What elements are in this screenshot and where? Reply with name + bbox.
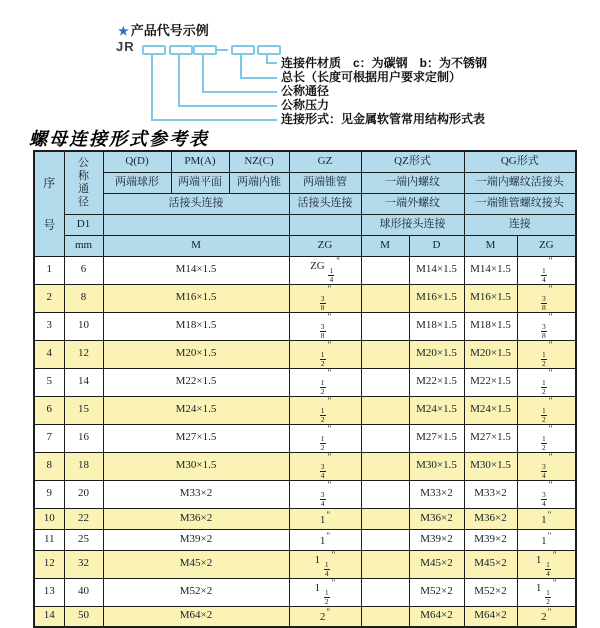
cell-qz-m — [361, 452, 409, 480]
cell-qz-d: M30×1.5 — [409, 452, 464, 480]
cell-qz-m — [361, 480, 409, 508]
col-pm: PM(A) — [171, 151, 229, 172]
cell-seq: 10 — [34, 508, 64, 529]
cell-qg-zg: 2" — [517, 606, 576, 627]
cell-seq: 3 — [34, 312, 64, 340]
fraction: $\frac{3}{8}$ — [320, 321, 325, 340]
leader-line — [178, 105, 277, 107]
col-nz: NZ(C) — [229, 151, 289, 172]
union-conn: 活接头连接 — [103, 193, 289, 214]
table-row — [34, 508, 576, 529]
cell-qz-d: M39×2 — [409, 529, 464, 550]
cell-dn: 25 — [64, 529, 103, 550]
table-row — [34, 606, 576, 627]
cell-seq: 2 — [34, 284, 64, 312]
cell-qz-m — [361, 256, 409, 284]
cell-gz-zg: $\frac{3}{4}$ " — [289, 480, 361, 508]
cell-m: M33×2 — [103, 480, 289, 508]
qz-d-label: D — [409, 235, 464, 256]
header-row-2 — [34, 172, 576, 193]
fraction: $\frac{1}{2}$ — [320, 405, 325, 424]
table-row — [34, 424, 576, 452]
table-row — [34, 396, 576, 424]
cell-gz-zg: ZG $\frac{1}{4}$ " — [289, 256, 361, 284]
zg-label: ZG — [289, 235, 361, 256]
cell-qz-d: M52×2 — [409, 578, 464, 606]
cell-qz-d: M14×1.5 — [409, 256, 464, 284]
cell-m: M20×1.5 — [103, 340, 289, 368]
header-row-5 — [34, 235, 576, 256]
fraction: $\frac{3}{8}$ — [542, 293, 546, 312]
cell-gz-zg: 1" — [289, 508, 361, 529]
cell-gz-zg: 2" — [289, 606, 361, 627]
cell-seq: 13 — [34, 578, 64, 606]
cell-dn: 8 — [64, 284, 103, 312]
fraction: $\frac{1}{4}$ — [542, 265, 546, 284]
fraction: $\frac{1}{4}$ — [324, 559, 329, 578]
table-row — [34, 480, 576, 508]
qg-m-label: M — [464, 235, 517, 256]
cell-gz-zg: $\frac{1}{2}$ " — [289, 340, 361, 368]
code-box-5 — [257, 45, 281, 55]
col-qg: QG形式 — [464, 151, 576, 172]
cell-qz-d: M18×1.5 — [409, 312, 464, 340]
cell-qg-zg: $\frac{1}{2}$ " — [517, 368, 576, 396]
label-nominal-diameter: 公称通径 — [281, 84, 330, 98]
cell-seq: 8 — [34, 452, 64, 480]
leader-line — [151, 53, 153, 121]
cell-qz-d: M22×1.5 — [409, 368, 464, 396]
col-seq: 序号 — [34, 151, 64, 256]
cell-dn: 10 — [64, 312, 103, 340]
dn-symbol: D1 — [64, 214, 103, 235]
label-connection-type: 连接形式：见金属软管常用结构形式表 — [281, 112, 486, 126]
cell-gz-zg: $\frac{1}{2}$ " — [289, 424, 361, 452]
code-box-2 — [169, 45, 193, 55]
cell-qz-m — [361, 424, 409, 452]
leader-line — [202, 53, 204, 93]
code-box-4 — [231, 45, 255, 55]
cell-qz-m — [361, 312, 409, 340]
product-code-prefix: JR — [116, 39, 135, 54]
nz-desc: 两端内锥 — [229, 172, 289, 193]
cell-qz-m — [361, 508, 409, 529]
cell-qz-m — [361, 368, 409, 396]
cell-qz-d: M45×2 — [409, 550, 464, 578]
table-row — [34, 578, 576, 606]
label-length: 总长（长度可根据用户要求定制） — [281, 70, 462, 84]
cell-qz-m — [361, 578, 409, 606]
cell-gz-zg: 1" — [289, 529, 361, 550]
cell-m: M24×1.5 — [103, 396, 289, 424]
label-nominal-pressure: 公称压力 — [281, 98, 330, 112]
cell-qz-m — [361, 340, 409, 368]
cell-qg-m: M27×1.5 — [464, 424, 517, 452]
nut-connection-reference-table — [33, 150, 577, 628]
cell-qz-d: M36×2 — [409, 508, 464, 529]
cell-seq: 7 — [34, 424, 64, 452]
cell-dn: 32 — [64, 550, 103, 578]
col-q: Q(D) — [103, 151, 171, 172]
cell-qz-d: M20×1.5 — [409, 340, 464, 368]
cell-seq: 12 — [34, 550, 64, 578]
cell-m: M16×1.5 — [103, 284, 289, 312]
leader-line — [151, 119, 277, 121]
cell-qg-m: M14×1.5 — [464, 256, 517, 284]
cell-qg-m: M64×2 — [464, 606, 517, 627]
cell-qg-zg: 1" — [517, 529, 576, 550]
qg-desc1: 一端内螺纹活接头 — [464, 172, 576, 193]
table-row — [34, 256, 576, 284]
cell-seq: 6 — [34, 396, 64, 424]
fraction: $\frac{1}{2}$ — [542, 349, 546, 368]
cell-qz-d: M24×1.5 — [409, 396, 464, 424]
cell-qg-zg: 1 $\frac{1}{2}$ " — [517, 578, 576, 606]
leader-line — [178, 53, 180, 107]
cell-qz-m — [361, 284, 409, 312]
cell-dn: 40 — [64, 578, 103, 606]
cell-qg-zg: $\frac{1}{4}$ " — [517, 256, 576, 284]
cell-qg-m: M52×2 — [464, 578, 517, 606]
cell-qg-zg: $\frac{1}{2}$ " — [517, 340, 576, 368]
cell-qg-zg: $\frac{3}{4}$ " — [517, 452, 576, 480]
cell-qz-d: M27×1.5 — [409, 424, 464, 452]
fraction: $\frac{1}{2}$ — [546, 587, 550, 606]
header-row-4 — [34, 214, 576, 235]
cell-qg-m: M20×1.5 — [464, 340, 517, 368]
qz-m-label: M — [361, 235, 409, 256]
cell-dn: 22 — [64, 508, 103, 529]
pm-desc: 两端平面 — [171, 172, 229, 193]
q-desc: 两端球形 — [103, 172, 171, 193]
fraction: $\frac{1}{2}$ — [320, 377, 325, 396]
gz-desc: 两端锥管 — [289, 172, 361, 193]
cell-qg-zg: 1 $\frac{1}{4}$ " — [517, 550, 576, 578]
cell-seq: 5 — [34, 368, 64, 396]
table-row — [34, 312, 576, 340]
qz-conn: 球形接头连接 — [361, 214, 464, 235]
diagram-title-text: 产品代号示例 — [130, 23, 209, 38]
cell-m: M45×2 — [103, 550, 289, 578]
cell-qg-m: M18×1.5 — [464, 312, 517, 340]
col-gz: GZ — [289, 151, 361, 172]
fraction: $\frac{1}{2}$ — [542, 377, 546, 396]
leader-line — [240, 77, 277, 79]
cell-seq: 1 — [34, 256, 64, 284]
cell-gz-zg: $\frac{3}{8}$ " — [289, 284, 361, 312]
cell-seq: 14 — [34, 606, 64, 627]
table-row — [34, 284, 576, 312]
qg-desc2: 一端锥管螺纹接头 — [464, 193, 576, 214]
fraction: $\frac{1}{2}$ — [324, 587, 329, 606]
table-row — [34, 368, 576, 396]
cell-m: M18×1.5 — [103, 312, 289, 340]
cell-qg-m: M16×1.5 — [464, 284, 517, 312]
cell-gz-zg: $\frac{1}{2}$ " — [289, 396, 361, 424]
qz-desc2: 一端外螺纹 — [361, 193, 464, 214]
fraction: $\frac{3}{4}$ — [320, 461, 325, 480]
cell-qz-d: M16×1.5 — [409, 284, 464, 312]
cell-gz-zg: $\frac{1}{2}$ " — [289, 368, 361, 396]
fraction: $\frac{3}{4}$ — [542, 489, 546, 508]
cell-qg-m: M22×1.5 — [464, 368, 517, 396]
fraction: $\frac{3}{4}$ — [320, 489, 325, 508]
table-row — [34, 529, 576, 550]
cell-qg-zg: $\frac{1}{2}$ " — [517, 396, 576, 424]
fraction: $\frac{1}{2}$ — [320, 349, 325, 368]
cell-m: M39×2 — [103, 529, 289, 550]
cell-qg-zg: $\frac{3}{8}$ " — [517, 284, 576, 312]
cell-qg-m: M45×2 — [464, 550, 517, 578]
cell-qg-zg: $\frac{1}{2}$ " — [517, 424, 576, 452]
fraction: $\frac{1}{2}$ — [542, 405, 546, 424]
gz-conn: 活接头连接 — [289, 193, 361, 214]
cell-m: M14×1.5 — [103, 256, 289, 284]
cell-dn: 14 — [64, 368, 103, 396]
fraction: $\frac{3}{8}$ — [542, 321, 546, 340]
cell-dn: 18 — [64, 452, 103, 480]
cell-qg-m: M30×1.5 — [464, 452, 517, 480]
header-row-1 — [34, 151, 576, 172]
cell-qz-m — [361, 396, 409, 424]
qg-zg-label: ZG — [517, 235, 576, 256]
cell-dn: 16 — [64, 424, 103, 452]
fraction: $\frac{1}{2}$ — [542, 433, 546, 452]
cell-qg-m: M39×2 — [464, 529, 517, 550]
leader-line — [202, 91, 277, 93]
cell-seq: 11 — [34, 529, 64, 550]
table-row — [34, 340, 576, 368]
cell-gz-zg: $\frac{3}{4}$ " — [289, 452, 361, 480]
cell-gz-zg: $\frac{3}{8}$ " — [289, 312, 361, 340]
cell-qz-m — [361, 550, 409, 578]
cell-dn: 15 — [64, 396, 103, 424]
cell-gz-zg: 1 $\frac{1}{4}$ " — [289, 550, 361, 578]
cell-qz-d: M64×2 — [409, 606, 464, 627]
code-box-1 — [142, 45, 166, 55]
table-title: 螺母连接形式参考表 — [29, 129, 209, 150]
star-icon: ★ — [118, 24, 129, 38]
cell-qg-m: M24×1.5 — [464, 396, 517, 424]
qz-desc1: 一端内螺纹 — [361, 172, 464, 193]
cell-qz-m — [361, 606, 409, 627]
header-row-3 — [34, 193, 576, 214]
cell-m: M64×2 — [103, 606, 289, 627]
cell-seq: 9 — [34, 480, 64, 508]
code-dash — [216, 49, 228, 51]
col-qz: QZ形式 — [361, 151, 464, 172]
diagram-title — [118, 20, 209, 39]
cell-m: M22×1.5 — [103, 368, 289, 396]
dn-unit: mm — [64, 235, 103, 256]
col-dn: 公称通径 — [64, 151, 103, 214]
cell-m: M27×1.5 — [103, 424, 289, 452]
cell-dn: 50 — [64, 606, 103, 627]
leader-line — [240, 53, 242, 79]
cell-dn: 6 — [64, 256, 103, 284]
cell-qg-zg: $\frac{3}{4}$ " — [517, 480, 576, 508]
fraction: $\frac{1}{4}$ — [329, 265, 334, 284]
cell-qg-m: M33×2 — [464, 480, 517, 508]
empty-cell — [103, 214, 289, 235]
cell-m: M36×2 — [103, 508, 289, 529]
cell-m: M52×2 — [103, 578, 289, 606]
cell-dn: 12 — [64, 340, 103, 368]
qg-conn: 连接 — [464, 214, 576, 235]
cell-qg-zg: 1" — [517, 508, 576, 529]
code-box-3 — [193, 45, 217, 55]
cell-qz-m — [361, 529, 409, 550]
table-row — [34, 452, 576, 480]
cell-dn: 20 — [64, 480, 103, 508]
fraction: $\frac{3}{4}$ — [542, 461, 546, 480]
cell-qg-m: M36×2 — [464, 508, 517, 529]
m-label: M — [103, 235, 289, 256]
cell-gz-zg: 1 $\frac{1}{2}$ " — [289, 578, 361, 606]
cell-seq: 4 — [34, 340, 64, 368]
cell-m: M30×1.5 — [103, 452, 289, 480]
table-row — [34, 550, 576, 578]
fraction: $\frac{1}{2}$ — [320, 433, 325, 452]
empty-cell — [289, 214, 361, 235]
leader-line — [266, 62, 277, 64]
label-material: 连接件材质 c：为碳钢 b：为不锈钢 — [281, 56, 488, 70]
fraction: $\frac{1}{4}$ — [546, 559, 550, 578]
cell-qz-d: M33×2 — [409, 480, 464, 508]
fraction: $\frac{3}{8}$ — [320, 293, 325, 312]
cell-qg-zg: $\frac{3}{8}$ " — [517, 312, 576, 340]
